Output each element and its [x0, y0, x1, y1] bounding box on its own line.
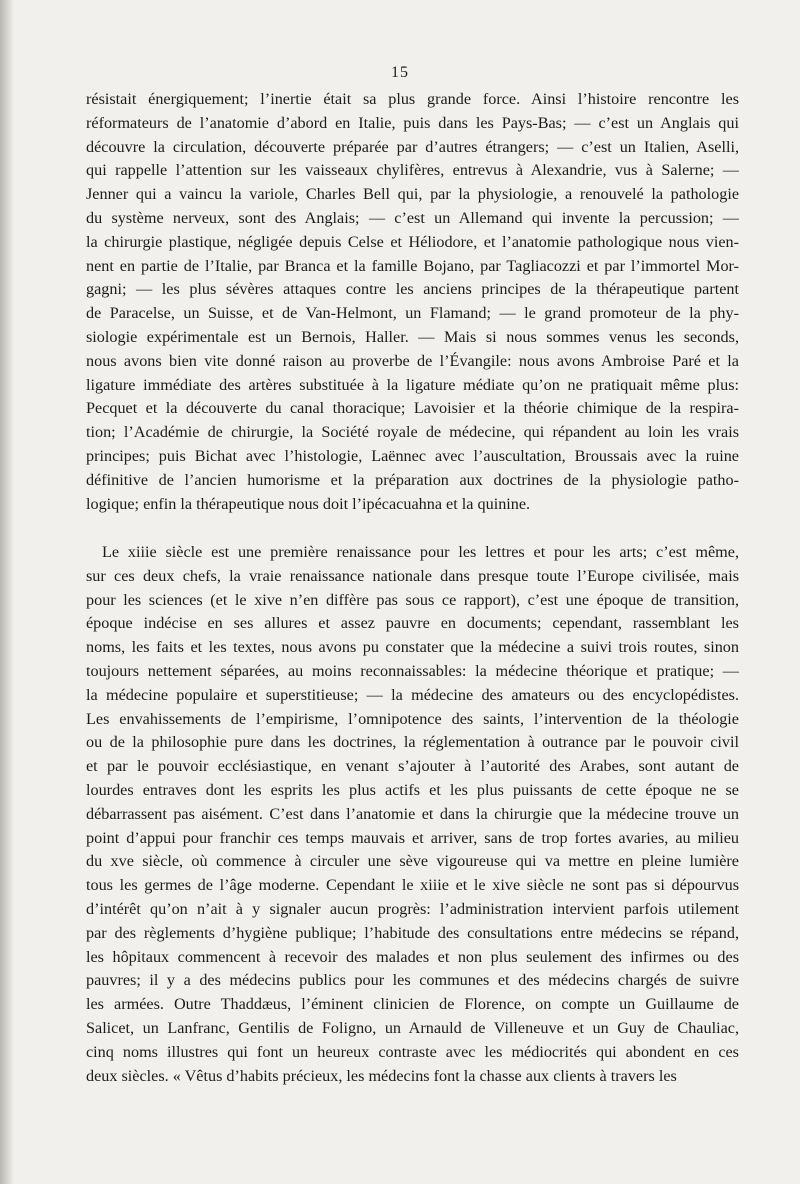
text-line: les armées. Outre Thaddæus, l’éminent clinicien de Florence, on compte un Guillaume de: [86, 995, 739, 1014]
text-line: nent en partie de l’Italie, par Branca et la famille Bojano, par Tagliacozzi et par l’immortel Mor-: [86, 256, 739, 275]
text-line: par des règlements d’hygiène publique; l’habitude des consultations entre médecins se répand,: [86, 923, 739, 942]
text-line: réformateurs de l’anatomie d’abord en Italie, puis dans les Pays-Bas; — c’est un Anglais qui: [86, 113, 739, 132]
text-line: pour les sciences (et le xive n’en diffère pas sous ce rapport), c’est une époque de transition,: [86, 590, 739, 609]
text-line: d’intérêt qu’on n’ait à y signaler aucun progrès: l’administration intervient parfois utilement: [86, 899, 739, 918]
text-line: cinq noms illustres qui font un heureux contraste avec les médiocrités qui abondent en ces: [86, 1042, 739, 1061]
text-line: ou de la philosophie pure dans les doctrines, la réglementation à outrance par le pouvoir civil: [86, 733, 739, 752]
text-line: deux siècles. « Vêtus d’habits précieux, les médecins font la chasse aux clients à travers les: [86, 1066, 677, 1085]
text-line: qui rappelle l’attention sur les vaisseaux chylifères, entrevus à Alexandrie, vus à Salerne; —: [86, 161, 739, 180]
text-line: et par le pouvoir ecclésiastique, en venant s’ajouter à l’autorité des Arabes, sont autant de: [86, 757, 739, 776]
text-line: découvre la circulation, découverte préparée par d’autres étrangers; — c’est un Italien, Aselli,: [86, 137, 739, 156]
page-number: 15: [391, 64, 409, 81]
text-line: ligature immédiate des artères substituée à la ligature médiate qu’on ne pratiquait même plus:: [86, 375, 739, 394]
text-line: sur ces deux chefs, la vraie renaissance nationale dans presque toute l’Europe civilisée, mais: [86, 566, 739, 585]
text-line: noms, les faits et les textes, nous avons pu constater que la médecine a suivi trois routes, sinon: [86, 638, 739, 657]
text-line: tion; l’Académie de chirurgie, la Société royale de médecine, qui répandent au loin les vrais: [86, 423, 739, 442]
text-line: gagni; — les plus sévères attaques contre les anciens principes de la thérapeutique partent: [86, 280, 739, 299]
text-line: Pecquet et la découverte du canal thoracique; Lavoisier et la théorie chimique de la respira-: [86, 399, 739, 418]
text-line: la chirurgie plastique, négligée depuis Celse et Héliodore, et l’anatomie pathologique nous vien-: [86, 232, 739, 251]
text-line: la médecine populaire et superstitieuse; — la médecine des amateurs ou des encyclopédistes.: [86, 685, 739, 704]
text-line: lourdes entraves dont les esprits les plus actifs et les plus puissants de cette époque ne se: [86, 780, 739, 799]
text-line: tous les germes de l’âge moderne. Cependant le xiiie et le xive siècle ne sont pas si dépourvus: [86, 876, 739, 895]
text-line: définitive de l’ancien humorisme et la préparation aux doctrines de la physiologie patho-: [86, 470, 739, 489]
page-edge-shadow: [0, 0, 14, 1184]
text-line: principes; puis Bichat avec l’histologie, Laënnec avec l’auscultation, Broussais avec la ruine: [86, 446, 739, 465]
text-line: les hôpitaux commencent à recevoir des malades et non plus seulement des infirmes ou des: [86, 947, 739, 966]
text-line: débarrassent pas aisément. C’est dans l’anatomie et dans la chirurgie que la médecine trouve un: [86, 804, 739, 823]
text-line: résistait énergiquement; l’inertie était sa plus grande force. Ainsi l’histoire rencontre les: [86, 90, 739, 108]
text-line: toujours nettement séparées, au moins reconnaissables: la médecine théorique et pratique; —: [86, 661, 739, 680]
text-line: de Paracelse, un Suisse, et de Van-Helmont, un Flamand; — le grand promoteur de la phy-: [86, 304, 739, 323]
text-line: point d’appui pour franchir ces temps mauvais et arriver, sans de trop fortes avaries, au milieu: [86, 828, 739, 847]
text-line: époque indécise en ses allures et assez pauvre en documents; cependant, rassemblant les: [86, 614, 739, 633]
text-line: Jenner qui a vaincu la variole, Charles Bell qui, par la physiologie, a renouvelé la pathologie: [86, 185, 739, 204]
text-line: pauvres; il y a des médecins publics pour les communes et des médecins chargés de suivre: [86, 971, 739, 990]
text-line: Les envahissements de l’empirisme, l’omnipotence des saints, l’intervention de la théologie: [86, 709, 739, 728]
text-line: du système nerveux, sont des Anglais; — c’est un Allemand qui invente la percussion; —: [86, 208, 739, 227]
paragraph-2: [86, 541, 739, 1088]
text-line: Le xiiie siècle est une première renaissance pour les lettres et pour les arts; c’est même,: [102, 543, 739, 561]
paragraph-1: [86, 88, 739, 516]
text-line: nous avons bien vite donné raison au proverbe de l’Évangile: nous avons Ambroise Paré et la: [86, 351, 739, 370]
text-line: siologie expérimentale est un Bernois, Haller. — Mais si nous sommes venus les seconds,: [86, 327, 739, 346]
text-line: logique; enfin la thérapeutique nous doit l’ipécacuahna et la quinine.: [86, 494, 531, 513]
text-line: Salicet, un Lanfranc, Gentilis de Foligno, un Arnauld de Villeneuve et un Guy de Chauliac,: [86, 1018, 739, 1037]
text-line: du xve siècle, où commence à circuler une sève vigoureuse qui va mettre en pleine lumière: [86, 852, 739, 871]
